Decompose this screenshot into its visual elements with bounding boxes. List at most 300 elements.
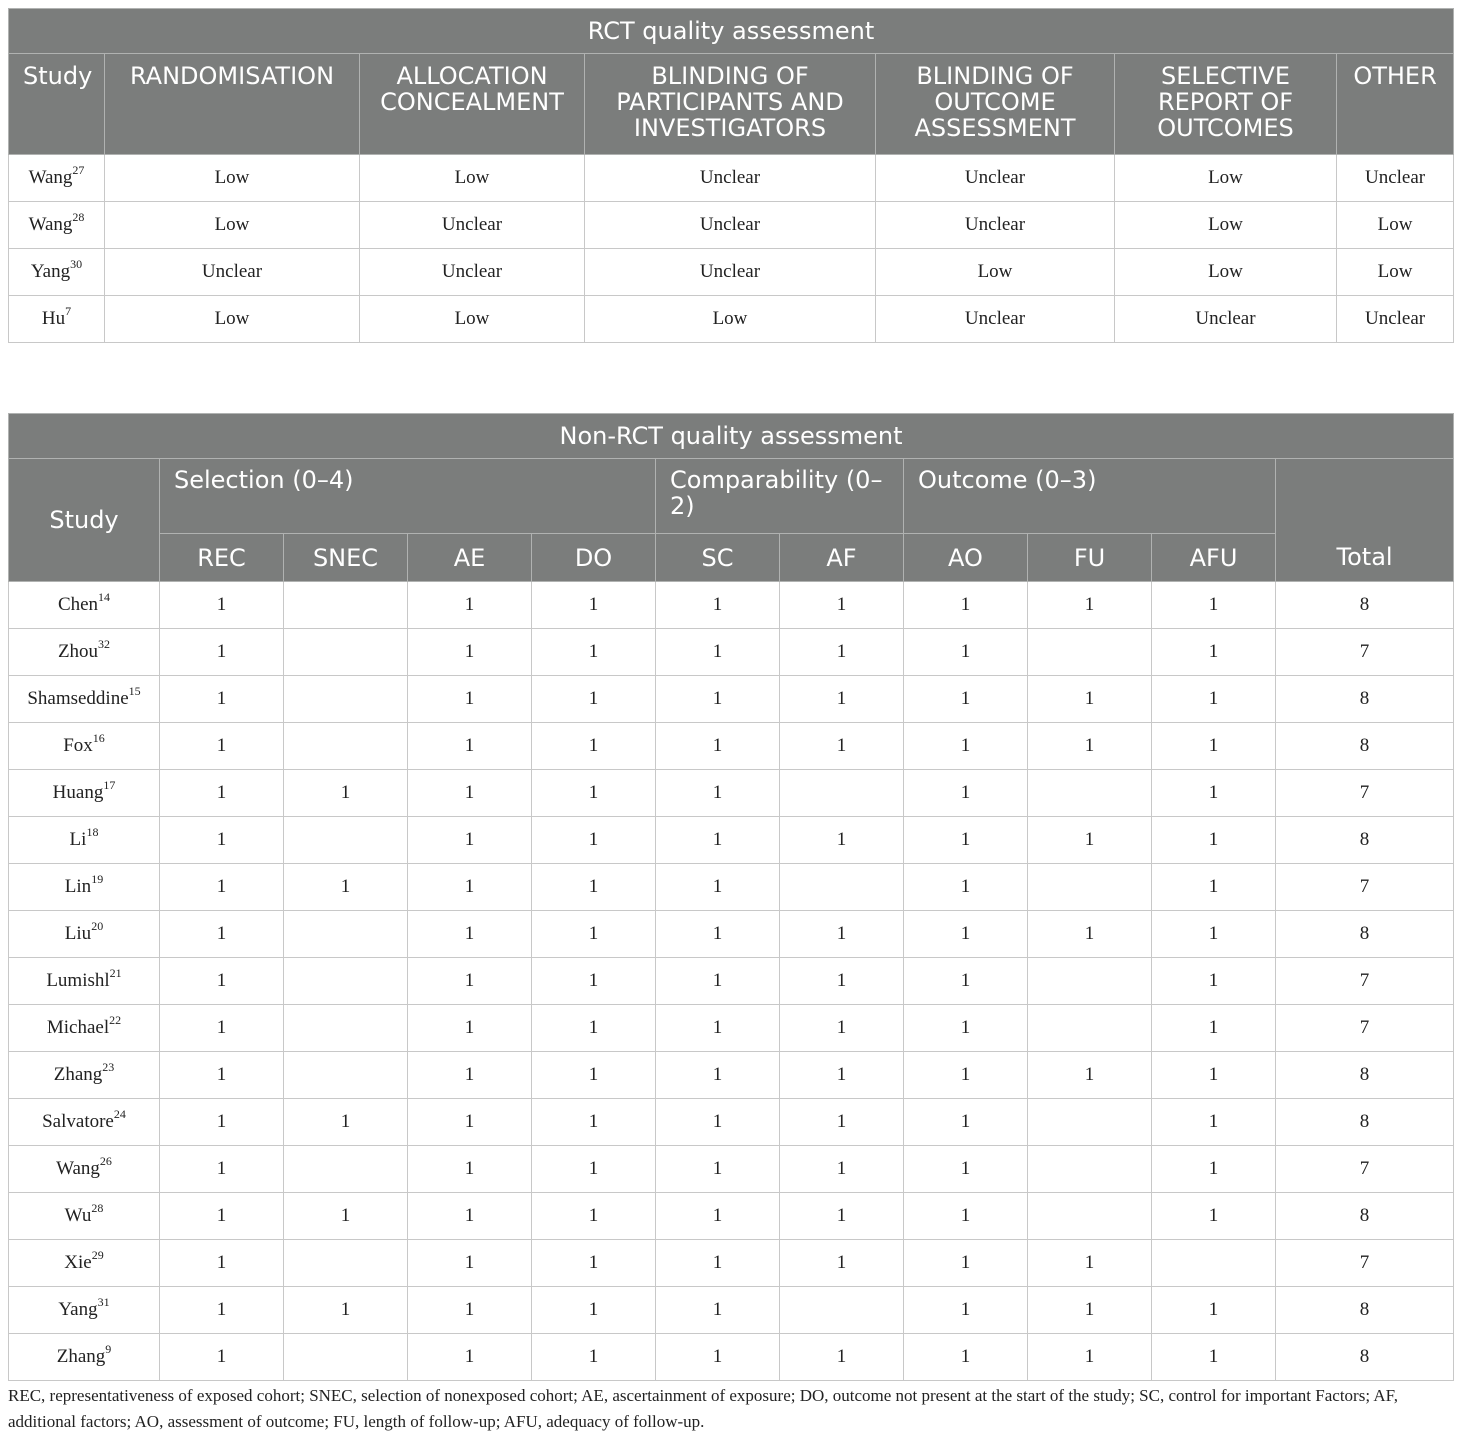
value-cell: 1	[904, 723, 1028, 770]
value-cell: 1	[160, 676, 284, 723]
value-cell: Unclear	[105, 249, 360, 296]
study-cell	[9, 202, 105, 249]
value-cell: 1	[408, 1146, 532, 1193]
table-row	[9, 296, 1454, 343]
total-cell: 8	[1276, 911, 1454, 958]
value-cell: 1	[1152, 1334, 1276, 1381]
value-cell: 1	[656, 864, 780, 911]
value-cell	[1028, 770, 1152, 817]
nonrct-header-study: Study	[9, 459, 160, 582]
value-cell: 1	[780, 958, 904, 1005]
nonrct-header-fu: FU	[1028, 534, 1152, 582]
value-cell: 1	[1028, 817, 1152, 864]
study-name: Zhang	[56, 1346, 106, 1367]
value-cell: 1	[904, 1052, 1028, 1099]
table-row	[9, 911, 1454, 958]
study-cell	[9, 1240, 160, 1287]
value-cell: 1	[904, 911, 1028, 958]
table-row	[9, 1334, 1454, 1381]
value-cell: 1	[1152, 629, 1276, 676]
value-cell: 1	[408, 1005, 532, 1052]
value-cell: 1	[160, 582, 284, 629]
nonrct-quality-table	[8, 413, 1454, 1381]
value-cell: 1	[904, 1334, 1028, 1381]
value-cell: Unclear	[585, 202, 876, 249]
value-cell: 1	[532, 1193, 656, 1240]
value-cell	[284, 582, 408, 629]
value-cell: 1	[160, 770, 284, 817]
value-cell: Unclear	[1337, 155, 1454, 202]
value-cell: 1	[656, 582, 780, 629]
table-footnote: REC, representativeness of exposed cohort; SNEC, selection of nonexposed cohort; AE, ascertainment of exposure; DO, outcome not present at the start of the study; SC, control for important Factors; AF, additional factors; AO, assessment of outcome; FU, length of follow-up; AFU, adequacy of follow-up.	[8, 1386, 1398, 1431]
value-cell: 1	[160, 1146, 284, 1193]
value-cell: 1	[780, 1005, 904, 1052]
value-cell: 1	[160, 1052, 284, 1099]
value-cell: Unclear	[585, 155, 876, 202]
value-cell: 1	[656, 676, 780, 723]
study-cell	[9, 1052, 160, 1099]
value-cell	[284, 1334, 408, 1381]
value-cell	[1028, 1146, 1152, 1193]
study-name: Wu	[64, 1205, 92, 1226]
nonrct-header-rec: REC	[160, 534, 284, 582]
nonrct-header-do: DO	[532, 534, 656, 582]
value-cell: 1	[780, 1052, 904, 1099]
value-cell: 1	[1152, 770, 1276, 817]
study-name: Xie	[64, 1252, 92, 1273]
nonrct-header-ae: AE	[408, 534, 532, 582]
table-row	[9, 202, 1454, 249]
reference-number: 32	[98, 636, 111, 651]
value-cell: 1	[904, 1193, 1028, 1240]
total-cell: 8	[1276, 582, 1454, 629]
study-cell	[9, 911, 160, 958]
table-row	[9, 1146, 1454, 1193]
total-cell: 8	[1276, 817, 1454, 864]
value-cell: 1	[1152, 911, 1276, 958]
value-cell: 1	[160, 1287, 284, 1334]
nonrct-header-sc: SC	[656, 534, 780, 582]
value-cell	[780, 864, 904, 911]
value-cell: 1	[780, 629, 904, 676]
total-cell: 8	[1276, 1287, 1454, 1334]
value-cell	[780, 770, 904, 817]
value-cell: 1	[656, 629, 780, 676]
value-cell: 1	[780, 1193, 904, 1240]
rct-header-other: OTHER	[1337, 54, 1454, 155]
table-row	[9, 1240, 1454, 1287]
value-cell: Unclear	[360, 202, 585, 249]
value-cell	[1028, 1193, 1152, 1240]
value-cell: Low	[1337, 249, 1454, 296]
rct-table-body	[9, 155, 1454, 343]
value-cell: 1	[780, 1240, 904, 1287]
study-cell	[9, 1099, 160, 1146]
value-cell: 1	[904, 1287, 1028, 1334]
reference-number: 23	[102, 1059, 115, 1074]
value-cell: 1	[1152, 1193, 1276, 1240]
study-name: Yang	[30, 261, 71, 282]
value-cell: 1	[408, 629, 532, 676]
value-cell: Low	[105, 202, 360, 249]
value-cell: 1	[532, 817, 656, 864]
value-cell	[284, 1146, 408, 1193]
study-cell	[9, 1005, 160, 1052]
reference-number: 28	[72, 209, 85, 224]
total-cell: 8	[1276, 723, 1454, 770]
value-cell: 1	[408, 1099, 532, 1146]
value-cell	[284, 817, 408, 864]
value-cell: 1	[780, 723, 904, 770]
value-cell: 1	[1028, 1240, 1152, 1287]
value-cell: 1	[656, 958, 780, 1005]
value-cell: 1	[160, 1240, 284, 1287]
value-cell: 1	[532, 864, 656, 911]
value-cell: 1	[532, 629, 656, 676]
value-cell: 1	[780, 911, 904, 958]
value-cell	[1028, 629, 1152, 676]
value-cell: 1	[904, 864, 1028, 911]
value-cell: 1	[160, 629, 284, 676]
table-row	[9, 249, 1454, 296]
table-row	[9, 1099, 1454, 1146]
value-cell: 1	[904, 1099, 1028, 1146]
value-cell: 1	[904, 958, 1028, 1005]
study-cell	[9, 155, 105, 202]
study-name: Lin	[64, 876, 92, 897]
study-cell	[9, 958, 160, 1005]
total-cell: 7	[1276, 958, 1454, 1005]
value-cell: 1	[408, 817, 532, 864]
table-row	[9, 770, 1454, 817]
study-cell	[9, 676, 160, 723]
reference-number: 7	[65, 303, 72, 318]
reference-number: 16	[92, 730, 105, 745]
value-cell: 1	[780, 1334, 904, 1381]
nonrct-header-snec: SNEC	[284, 534, 408, 582]
value-cell: 1	[904, 1146, 1028, 1193]
value-cell: 1	[160, 723, 284, 770]
reference-number: 24	[113, 1106, 126, 1121]
value-cell: 1	[904, 1005, 1028, 1052]
value-cell: 1	[284, 1193, 408, 1240]
value-cell: 1	[656, 1099, 780, 1146]
value-cell: 1	[904, 629, 1028, 676]
value-cell	[284, 958, 408, 1005]
value-cell	[1028, 1005, 1152, 1052]
value-cell	[1152, 1240, 1276, 1287]
table-row	[9, 582, 1454, 629]
reference-number: 21	[109, 965, 122, 980]
table-row	[9, 629, 1454, 676]
study-name: Wang	[56, 1158, 100, 1179]
study-cell	[9, 1193, 160, 1240]
value-cell: 1	[656, 770, 780, 817]
study-name: Li	[69, 829, 87, 850]
value-cell: 1	[780, 1099, 904, 1146]
reference-number: 9	[105, 1341, 112, 1356]
value-cell: Low	[1115, 249, 1337, 296]
value-cell	[284, 1005, 408, 1052]
value-cell: 1	[532, 1005, 656, 1052]
value-cell: 1	[904, 582, 1028, 629]
rct-header-blinding-participants: BLINDING OF PARTICIPANTS AND INVESTIGATORS	[585, 54, 876, 155]
value-cell: 1	[904, 817, 1028, 864]
reference-number: 15	[128, 683, 141, 698]
value-cell	[780, 1287, 904, 1334]
value-cell: Low	[876, 249, 1115, 296]
rct-table-title: RCT quality assessment	[9, 9, 1454, 54]
value-cell: 1	[160, 1099, 284, 1146]
value-cell: 1	[532, 770, 656, 817]
study-cell	[9, 1287, 160, 1334]
nonrct-header-ao: AO	[904, 534, 1028, 582]
value-cell: Low	[105, 296, 360, 343]
value-cell: 1	[780, 817, 904, 864]
rct-header-blinding-outcome: BLINDING OF OUTCOME ASSESSMENT	[876, 54, 1115, 155]
value-cell: 1	[656, 1193, 780, 1240]
value-cell	[284, 676, 408, 723]
total-cell: 7	[1276, 770, 1454, 817]
total-cell: 7	[1276, 1240, 1454, 1287]
table-row	[9, 723, 1454, 770]
total-cell: 7	[1276, 629, 1454, 676]
value-cell: Low	[1337, 202, 1454, 249]
value-cell: 1	[1152, 582, 1276, 629]
value-cell: 1	[284, 1099, 408, 1146]
value-cell	[284, 1052, 408, 1099]
value-cell: 1	[160, 817, 284, 864]
total-cell: 8	[1276, 676, 1454, 723]
study-cell	[9, 249, 105, 296]
value-cell: Unclear	[1115, 296, 1337, 343]
table-row	[9, 676, 1454, 723]
study-name: Chen	[57, 594, 99, 615]
value-cell: 1	[408, 676, 532, 723]
value-cell: 1	[1152, 817, 1276, 864]
total-cell: 8	[1276, 1052, 1454, 1099]
value-cell: Low	[105, 155, 360, 202]
reference-number: 20	[91, 918, 104, 933]
nonrct-header-total: Total	[1276, 459, 1454, 582]
reference-number: 14	[98, 589, 111, 604]
value-cell: 1	[532, 1334, 656, 1381]
nonrct-header-afu: AFU	[1152, 534, 1276, 582]
value-cell: Unclear	[360, 249, 585, 296]
value-cell: 1	[408, 911, 532, 958]
value-cell: 1	[532, 911, 656, 958]
value-cell: Unclear	[876, 155, 1115, 202]
value-cell: 1	[408, 864, 532, 911]
value-cell: Low	[1115, 155, 1337, 202]
value-cell: 1	[656, 911, 780, 958]
value-cell: 1	[408, 1240, 532, 1287]
study-cell	[9, 817, 160, 864]
value-cell: 1	[532, 1052, 656, 1099]
study-name: Huang	[52, 782, 104, 803]
rct-header-study: Study	[9, 54, 105, 155]
value-cell: 1	[904, 770, 1028, 817]
value-cell: 1	[408, 1193, 532, 1240]
value-cell: Unclear	[876, 202, 1115, 249]
table-row	[9, 864, 1454, 911]
value-cell: 1	[904, 676, 1028, 723]
value-cell: 1	[532, 1287, 656, 1334]
reference-number: 17	[103, 777, 116, 792]
value-cell	[1028, 958, 1152, 1005]
nonrct-group-selection: Selection (0–4)	[160, 459, 656, 534]
reference-number: 26	[99, 1153, 112, 1168]
rct-header-randomisation: RANDOMISATION	[105, 54, 360, 155]
study-cell	[9, 1334, 160, 1381]
value-cell: 1	[284, 864, 408, 911]
value-cell: 1	[780, 1146, 904, 1193]
value-cell: 1	[1028, 676, 1152, 723]
value-cell: 1	[408, 1334, 532, 1381]
value-cell: 1	[904, 1240, 1028, 1287]
total-cell: 7	[1276, 1146, 1454, 1193]
value-cell	[284, 911, 408, 958]
value-cell: Low	[360, 155, 585, 202]
study-cell	[9, 864, 160, 911]
study-name: Fox	[63, 735, 93, 756]
total-cell: 8	[1276, 1193, 1454, 1240]
value-cell: Unclear	[1337, 296, 1454, 343]
study-cell	[9, 582, 160, 629]
value-cell: 1	[656, 1052, 780, 1099]
reference-number: 19	[91, 871, 104, 886]
value-cell: 1	[656, 1146, 780, 1193]
value-cell: 1	[532, 1240, 656, 1287]
value-cell: 1	[1028, 911, 1152, 958]
value-cell: 1	[408, 723, 532, 770]
value-cell: 1	[532, 582, 656, 629]
study-name: Zhou	[57, 641, 99, 662]
table-row	[9, 1005, 1454, 1052]
value-cell	[284, 629, 408, 676]
value-cell: 1	[656, 1287, 780, 1334]
value-cell: 1	[656, 1334, 780, 1381]
value-cell: 1	[1152, 723, 1276, 770]
nonrct-group-outcome: Outcome (0–3)	[904, 459, 1276, 534]
value-cell: 1	[408, 582, 532, 629]
study-name: Shamseddine	[27, 688, 129, 709]
rct-quality-table	[8, 8, 1454, 343]
nonrct-group-comparability: Comparability (0–2)	[656, 459, 904, 534]
value-cell: 1	[1028, 1287, 1152, 1334]
reference-number: 30	[70, 256, 83, 271]
value-cell: 1	[656, 1005, 780, 1052]
study-name: Liu	[64, 923, 92, 944]
value-cell: 1	[160, 911, 284, 958]
study-name: Michael	[46, 1017, 110, 1038]
value-cell: 1	[1152, 1052, 1276, 1099]
value-cell: 1	[532, 1146, 656, 1193]
value-cell: 1	[160, 1193, 284, 1240]
study-name: Wang	[28, 214, 73, 235]
value-cell: Unclear	[876, 296, 1115, 343]
rct-header-selective-report: SELECTIVE REPORT OF OUTCOMES	[1115, 54, 1337, 155]
value-cell: 1	[656, 1240, 780, 1287]
study-name: Wang	[28, 167, 73, 188]
value-cell: 1	[532, 723, 656, 770]
study-name: Hu	[41, 308, 66, 329]
reference-number: 22	[109, 1012, 122, 1027]
study-name: Salvatore	[42, 1111, 114, 1132]
table-row	[9, 817, 1454, 864]
reference-number: 31	[97, 1294, 110, 1309]
value-cell: 1	[1152, 864, 1276, 911]
value-cell: 1	[1152, 1005, 1276, 1052]
value-cell: 1	[160, 864, 284, 911]
value-cell: 1	[284, 1287, 408, 1334]
value-cell: 1	[1028, 582, 1152, 629]
table-row	[9, 155, 1454, 202]
value-cell: Low	[360, 296, 585, 343]
value-cell: 1	[532, 958, 656, 1005]
study-cell	[9, 723, 160, 770]
total-cell: 8	[1276, 1334, 1454, 1381]
value-cell: 1	[408, 770, 532, 817]
value-cell: 1	[160, 958, 284, 1005]
table-row	[9, 1052, 1454, 1099]
value-cell: 1	[656, 723, 780, 770]
value-cell: 1	[1028, 1052, 1152, 1099]
table-row	[9, 1193, 1454, 1240]
value-cell: 1	[532, 1099, 656, 1146]
value-cell: 1	[408, 958, 532, 1005]
value-cell	[1028, 1099, 1152, 1146]
value-cell: Low	[585, 296, 876, 343]
study-cell	[9, 1146, 160, 1193]
value-cell: 1	[1028, 723, 1152, 770]
value-cell: 1	[1028, 1334, 1152, 1381]
value-cell: 1	[1152, 676, 1276, 723]
study-cell	[9, 296, 105, 343]
reference-number: 29	[91, 1247, 104, 1262]
table-row	[9, 958, 1454, 1005]
value-cell: 1	[1152, 1146, 1276, 1193]
value-cell: 1	[1152, 958, 1276, 1005]
value-cell: 1	[656, 817, 780, 864]
total-cell: 8	[1276, 1099, 1454, 1146]
nonrct-table-body	[9, 582, 1454, 1381]
value-cell	[284, 723, 408, 770]
value-cell: 1	[284, 770, 408, 817]
study-name: Yang	[58, 1299, 98, 1320]
value-cell: 1	[160, 1334, 284, 1381]
value-cell: 1	[1152, 1287, 1276, 1334]
value-cell: 1	[780, 582, 904, 629]
study-cell	[9, 629, 160, 676]
value-cell: 1	[1152, 1099, 1276, 1146]
value-cell	[284, 1240, 408, 1287]
nonrct-header-af: AF	[780, 534, 904, 582]
reference-number: 18	[86, 824, 99, 839]
value-cell: 1	[532, 676, 656, 723]
reference-number: 27	[72, 162, 85, 177]
total-cell: 7	[1276, 864, 1454, 911]
value-cell	[1028, 864, 1152, 911]
value-cell: 1	[160, 1005, 284, 1052]
nonrct-table-title: Non-RCT quality assessment	[9, 414, 1454, 459]
value-cell: 1	[780, 676, 904, 723]
rct-header-allocation: ALLOCATION CONCEALMENT	[360, 54, 585, 155]
study-cell	[9, 770, 160, 817]
value-cell: Low	[1115, 202, 1337, 249]
study-name: Zhang	[53, 1064, 103, 1085]
table-row	[9, 1287, 1454, 1334]
